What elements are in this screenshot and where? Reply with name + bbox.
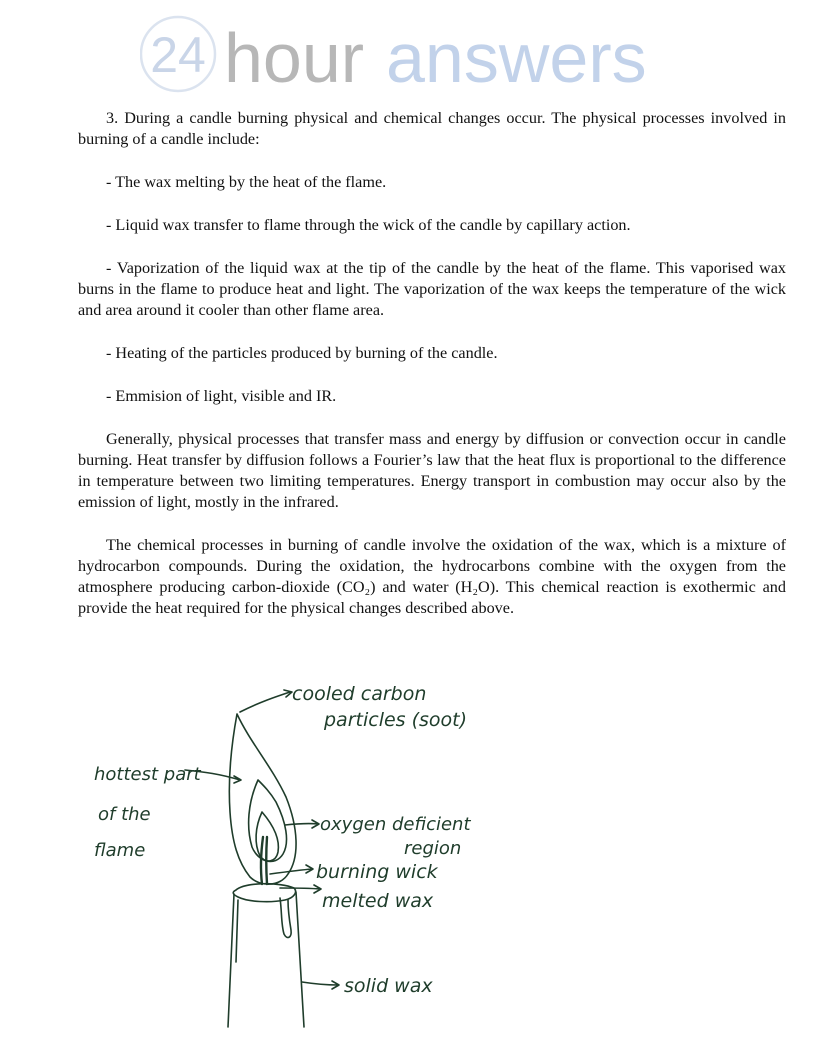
label-melted: melted wax [322,890,434,912]
label-soot-line1: cooled carbon [292,683,427,705]
candle-body [228,892,304,1027]
sketch-labels [94,683,471,997]
wax-drip [280,898,291,937]
label-hottest-line2: of the [98,804,151,825]
paragraph-chemical: The chemical processes in burning of candle involve the oxidation of the wax, which is a mixture of hydrocarbon compounds. During the oxidation, the hydrocarbons combine with the oxygen from the atmosphere producing carbon-dioxide (CO₂) and water (H₂O). This chemical reaction is exothermic and provide the heat required for the physical changes described above. [78,536,786,617]
label-soot-line2: particles (soot) [324,709,468,731]
candle-body-shade [236,900,238,962]
arrow-soot [240,690,292,712]
arrow-solid [302,981,339,989]
label-oxygen-line2: region [404,838,462,859]
list-item-heating: - Heating of the particles produced by burning of the candle. [106,344,498,362]
paragraph-physical: Generally, physical processes that transfer mass and energy by diffusion or convection occur in candle burning. Heat transfer by diffusion follows a Fourier’s law that the heat flux is proportional to the difference in temperature between two limiting temperatures. Energy transport in combustion may occur also by the emission of light, mostly in the infrared. [78,430,786,511]
label-oxygen-line1: oxygen deficient [320,814,471,835]
list-item-capillary: - Liquid wax transfer to flame through the wick of the candle by capillary action. [106,216,631,234]
list-item-vaporization: - Vaporization of the liquid wax at the tip of the candle by the heat of the flame. This vaporised wax burns in the flame to produce heat and light. The vaporization of the wax keeps the temperature of the wick and area around it cooler than other flame area. [78,259,786,319]
label-hottest-line1: hottest part [94,764,201,785]
list-item-emission: - Emmision of light, visible and IR. [106,387,337,405]
answer-body [78,108,786,619]
arrow-oxygen [285,820,319,828]
watermark-logo [140,14,700,94]
paragraph-intro: 3. During a candle burning physical and chemical changes occur. The physical processes involved in burning of a candle include: [78,109,786,148]
logo-word-answers: answers [386,19,647,94]
label-solid: solid wax [344,975,433,997]
logo-word-hour: hour [224,19,365,94]
label-hottest-line3: flame [94,840,146,861]
candle-top [233,884,295,902]
label-wick: burning wick [316,861,438,883]
watermark-logo-graphic [140,14,700,94]
candle-sketch [80,662,500,1032]
logo-badge-number: 24 [150,27,206,83]
list-item-melting: - The wax melting by the heat of the flame. [106,173,387,191]
candle-sketch-drawing [80,662,500,1032]
